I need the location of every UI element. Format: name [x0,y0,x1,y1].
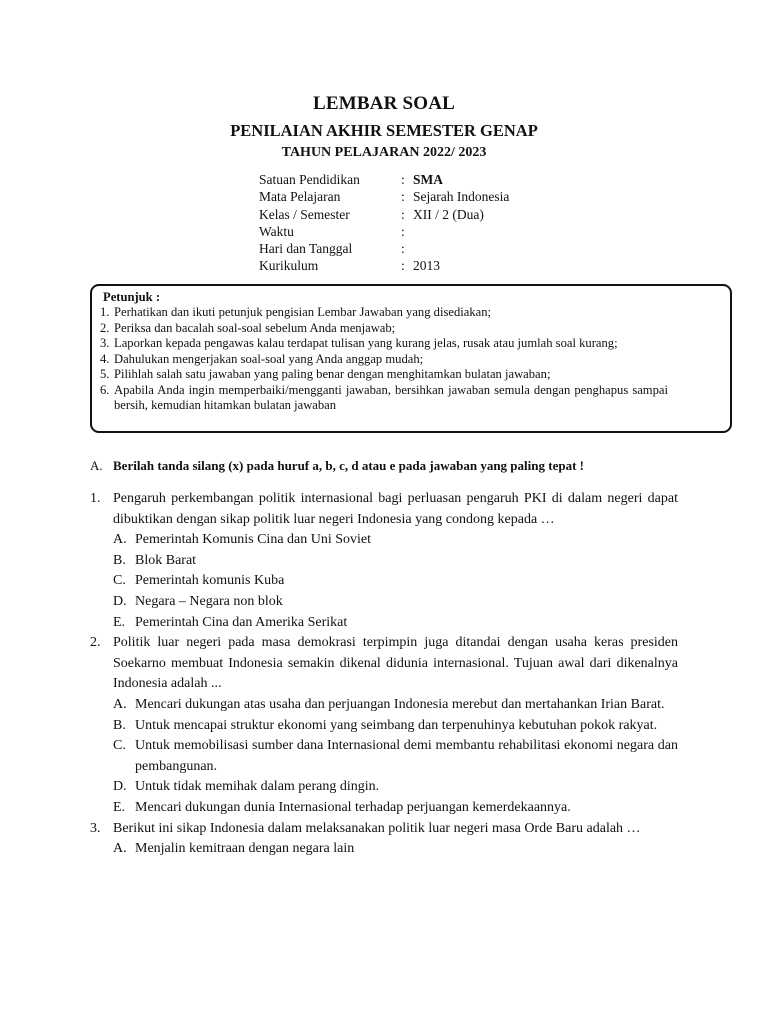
exam-info-table [259,171,509,275]
answer-option [113,798,678,819]
answer-option [113,716,678,737]
question-item [90,819,678,860]
option-text: Mencari dukungan atas usaha dan perjuangan Indonesia merebut dan mertahankan Irian Barat. [135,696,665,712]
info-row-class [259,206,509,223]
info-label: Kurikulum [259,258,319,274]
question-number: 2. [90,635,101,651]
info-label: Kelas / Semester [259,206,350,222]
instruction-number: 4. [100,351,110,366]
instruction-text: Pilihlah salah satu jawaban yang paling benar dengan menghitamkan bulatan jawaban; [114,367,551,381]
info-label: Waktu [259,223,294,239]
option-text: Untuk tidak memihak dalam perang dingin. [135,779,380,795]
option-text: Negara – Negara non blok [135,593,283,609]
answer-option [113,530,678,551]
option-letter: A. [113,841,127,857]
section-instruction: Berilah tanda silang (x) pada huruf a, b, c, d atau e pada jawaban yang paling tepat ! [113,458,584,473]
instruction-text: Periksa dan bacalah soal-soal sebelum Anda menjawab; [114,320,396,335]
question-stem: Politik luar negeri pada masa demokrasi terpimpin juga ditandai dengan usaha keras presiden Soekarno membuat Indonesia semakin dikenal didunia internasional. Tujuan awal dari dikenalnya Indonesia adalah ... [113,635,678,692]
question-body [113,819,678,860]
option-letter: B. [113,552,126,568]
answer-option [113,613,678,634]
info-colon: : [401,206,405,222]
info-value: SMA [413,172,443,187]
answer-option [113,551,678,572]
instructions-title: Petunjuk : [103,290,161,304]
answer-option [113,592,678,613]
document-title: LEMBAR SOAL [312,93,456,114]
instructions-box [90,284,732,433]
info-row-school [259,171,509,188]
instruction-number: 5. [100,367,110,381]
instruction-item [100,383,668,414]
info-row-date [259,240,509,257]
info-value: Sejarah Indonesia [413,189,510,205]
question-body [113,489,678,633]
option-letter: D. [113,593,127,609]
option-text: Pemerintah Cina dan Amerika Serikat [135,614,348,630]
academic-year: TAHUN PELAJARAN 2022/ 2023 [281,145,487,160]
instructions-list [100,305,668,414]
info-label: Satuan Pendidikan [259,172,360,187]
info-colon: : [401,189,405,205]
answer-option [113,695,678,716]
instruction-item [100,367,668,383]
instruction-text: Apabila Anda ingin memperbaiki/mengganti jawaban, bersihkan jawaban semula dengan penghapus sampai bersih, kemudian hitamkan bulatan jawaban [114,382,668,412]
info-row-time [259,223,509,240]
question-list [90,489,678,860]
instruction-text: Laporkan kepada pengawas kalau terdapat tulisan yang kurang jelas, rusak atau jumlah soal kurang; [114,336,618,350]
answer-option [113,736,678,777]
info-label: Mata Pelajaran [259,189,341,205]
option-letter: C. [113,573,126,589]
section-heading [90,458,584,474]
option-letter: C. [113,738,126,754]
section-letter: A. [90,458,103,473]
option-letter: B. [113,717,126,733]
info-colon: : [401,241,405,257]
option-letter: E. [113,614,126,630]
option-text: Mencari dukungan dunia Internasional terhadap perjuangan kemerdekaannya. [135,799,571,815]
option-letter: D. [113,779,127,795]
info-value: 2013 [413,258,440,274]
instruction-item [100,336,668,352]
option-text: Untuk memobilisasi sumber dana Internasional demi membantu rehabilitasi ekonomi negara dan pembangunan. [135,738,678,774]
instruction-item [100,321,668,337]
info-colon: : [401,223,405,239]
answer-option [113,839,678,860]
option-letter: A. [113,696,127,712]
instruction-number: 3. [100,336,110,350]
option-text: Menjalin kemitraan dengan negara lain [135,841,355,857]
instruction-item [100,305,668,321]
info-colon: : [401,172,405,187]
question-body [113,633,678,818]
instruction-number: 2. [100,320,110,335]
option-text: Blok Barat [135,552,197,568]
answer-option [113,571,678,592]
question-item [90,489,678,633]
info-row-curriculum [259,257,509,274]
info-value: XII / 2 (Dua) [413,206,484,222]
info-label: Hari dan Tanggal [259,241,353,257]
answer-option [113,777,678,798]
option-letter: E. [113,799,126,815]
question-number: 1. [90,491,101,506]
option-text: Untuk mencapai struktur ekonomi yang seimbang dan terpenuhinya kebutuhan pokok rakyat. [135,717,658,733]
instruction-text: Perhatikan dan ikuti petunjuk pengisian Lembar Jawaban yang disediakan; [114,305,492,319]
instruction-item [100,352,668,368]
info-row-subject [259,188,509,205]
option-text: Pemerintah komunis Kuba [135,573,285,589]
info-colon: : [401,258,405,274]
instruction-number: 1. [100,305,110,319]
option-text: Pemerintah Komunis Cina dan Uni Soviet [135,532,372,548]
instruction-number: 6. [100,382,110,397]
question-stem: Pengaruh perkembangan politik internasional bagi perluasan pengaruh PKI di dalam negeri dapat dibuktikan dengan sikap politik luar negeri Indonesia yang condong kepada … [113,491,678,527]
option-letter: A. [113,532,127,548]
instruction-text: Dahulukan mengerjakan soal-soal yang Anda anggap mudah; [114,351,424,366]
question-item [90,633,678,818]
question-stem: Berikut ini sikap Indonesia dalam melaksanakan politik luar negeri masa Orde Baru adalah … [113,820,641,836]
question-number: 3. [90,820,101,836]
document-subtitle: PENILAIAN AKHIR SEMESTER GENAP [230,121,538,140]
